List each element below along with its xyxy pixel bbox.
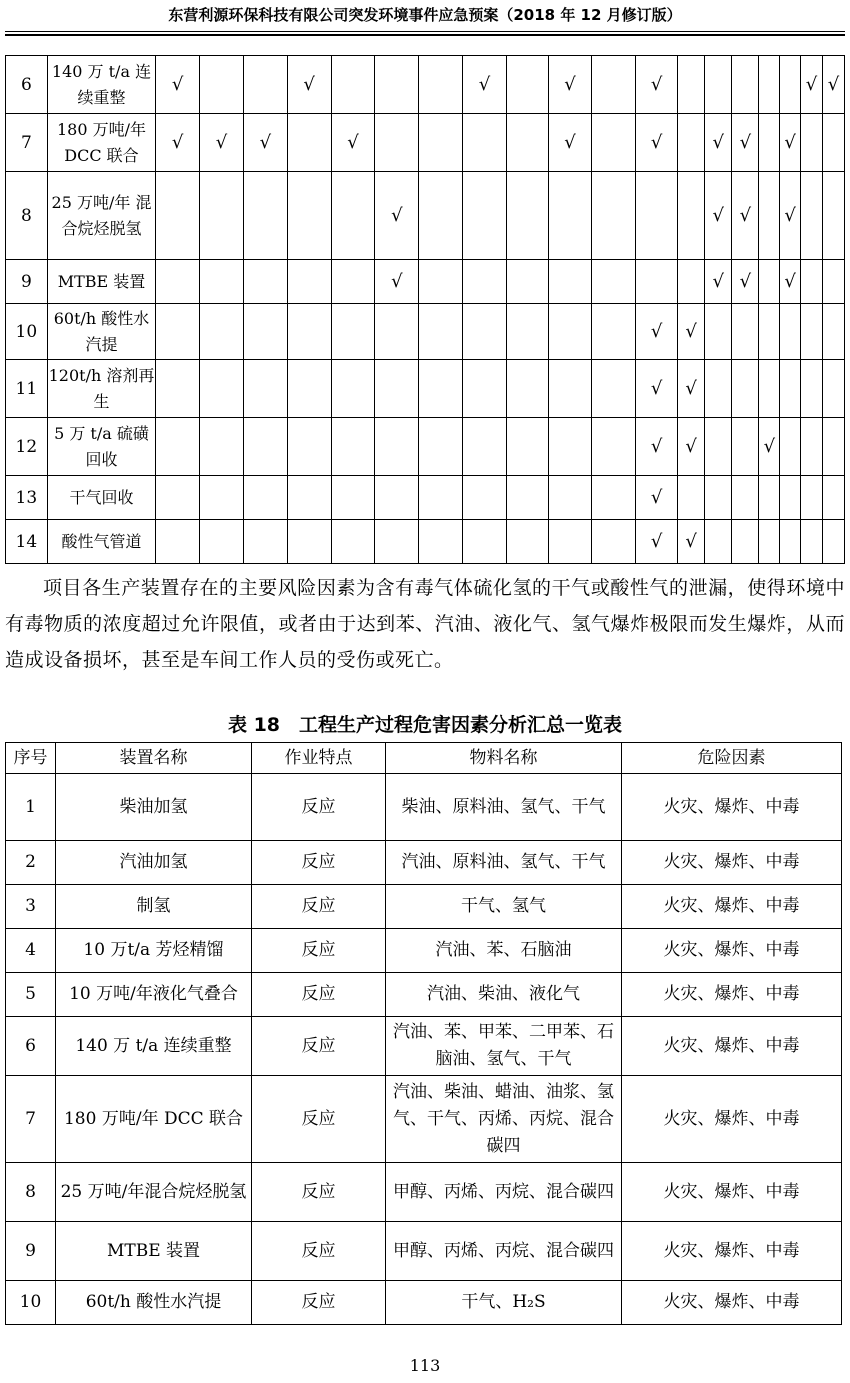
empty-cell [463,520,507,564]
material-names: 甲醇、丙烯、丙烷、混合碳四 [386,1222,622,1281]
empty-cell [678,114,705,172]
check-mark: √ [287,56,331,114]
empty-cell [287,114,331,172]
empty-cell [780,476,801,520]
row-number: 7 [6,1076,56,1163]
empty-cell [243,476,287,520]
unit-name: 25 万吨/年混合烷烃脱氢 [56,1163,252,1222]
check-mark: √ [548,114,592,172]
empty-cell [419,418,463,476]
check-mark: √ [375,260,419,304]
empty-cell [200,418,244,476]
empty-cell [331,520,375,564]
empty-cell [705,304,732,360]
table-row [6,929,842,973]
hazard-factors: 火灾、爆炸、中毒 [622,1076,842,1163]
check-mark: √ [705,114,732,172]
empty-cell [200,476,244,520]
empty-cell [823,476,845,520]
empty-cell [331,304,375,360]
unit-name: 140 万 t/a 连续重整 [47,56,156,114]
table-row [6,1076,842,1163]
operation-type: 反应 [252,1017,386,1076]
header-cell: 作业特点 [252,743,386,774]
unit-name: 汽油加氢 [56,841,252,885]
material-names: 汽油、柴油、蜡油、油浆、氢气、干气、丙烯、丙烷、混合碳四 [386,1076,622,1163]
table-row [6,56,845,114]
empty-cell [823,172,845,260]
operation-type: 反应 [252,885,386,929]
empty-cell [705,520,732,564]
row-number: 6 [6,1017,56,1076]
empty-cell [759,360,780,418]
empty-cell [200,304,244,360]
table-caption: 表 18 工程生产过程危害因素分析汇总一览表 [227,714,623,736]
empty-cell [732,418,759,476]
check-mark: √ [705,172,732,260]
empty-cell [331,56,375,114]
hazard-table [5,742,842,1325]
material-names: 干气、H₂S [386,1281,622,1325]
table-row [6,973,842,1017]
empty-cell [331,260,375,304]
risk-paragraph [5,570,845,678]
empty-cell [506,360,548,418]
empty-cell [156,172,200,260]
unit-name: 180 万吨/年 DCC 联合 [47,114,156,172]
empty-cell [801,418,823,476]
empty-cell [732,476,759,520]
header-rule [5,31,845,32]
empty-cell [823,520,845,564]
empty-cell [375,476,419,520]
operation-type: 反应 [252,774,386,841]
empty-cell [243,360,287,418]
empty-cell [592,56,636,114]
unit-name: 140 万 t/a 连续重整 [56,1017,252,1076]
empty-cell [156,476,200,520]
operation-type: 反应 [252,1076,386,1163]
empty-cell [287,520,331,564]
empty-cell [287,476,331,520]
empty-cell [375,56,419,114]
row-number: 5 [6,973,56,1017]
empty-cell [636,260,678,304]
check-mark: √ [636,56,678,114]
empty-cell [331,418,375,476]
material-names: 汽油、苯、石脑油 [386,929,622,973]
empty-cell [548,360,592,418]
unit-name: MTBE 装置 [47,260,156,304]
empty-cell [592,114,636,172]
hazard-factors: 火灾、爆炸、中毒 [622,1163,842,1222]
empty-cell [592,418,636,476]
empty-cell [592,304,636,360]
check-mark: √ [156,56,200,114]
operation-type: 反应 [252,841,386,885]
empty-cell [759,304,780,360]
check-mark: √ [636,476,678,520]
table-row [6,304,845,360]
empty-cell [801,476,823,520]
unit-name: 25 万吨/年 混合烷烃脱氢 [47,172,156,260]
check-mark: √ [463,56,507,114]
empty-cell [156,360,200,418]
checkmark-table [5,55,845,564]
check-mark: √ [759,418,780,476]
check-mark: √ [243,114,287,172]
paragraph-text: 项目各生产装置存在的主要风险因素为含有毒气体硫化氢的干气或酸性气的泄漏，使得环境中有毒物质的浓度超过允许限值，或者由于达到苯、汽油、液化气、氢气爆炸极限而发生爆炸，从而造成设备损坏，甚至是车间工作人员的受伤或死亡。 [5,577,845,671]
empty-cell [419,476,463,520]
empty-cell [705,56,732,114]
empty-cell [759,476,780,520]
check-mark: √ [375,172,419,260]
row-number: 10 [6,304,48,360]
empty-cell [375,304,419,360]
empty-cell [463,418,507,476]
empty-cell [759,114,780,172]
page-header: 东营利源环保科技有限公司突发环境事件应急预案（2018 年 12 月修订版） [168,6,682,24]
empty-cell [592,260,636,304]
empty-cell [375,520,419,564]
empty-cell [678,260,705,304]
row-number: 9 [6,1222,56,1281]
check-mark: √ [156,114,200,172]
empty-cell [375,360,419,418]
empty-cell [200,520,244,564]
empty-cell [200,56,244,114]
empty-cell [463,172,507,260]
header-rule-thick [5,34,845,36]
empty-cell [759,520,780,564]
empty-cell [705,476,732,520]
unit-name: MTBE 装置 [56,1222,252,1281]
check-mark: √ [636,418,678,476]
check-mark: √ [732,260,759,304]
empty-cell [156,520,200,564]
empty-cell [200,172,244,260]
empty-cell [287,304,331,360]
empty-cell [732,304,759,360]
empty-cell [548,260,592,304]
material-names: 汽油、柴油、液化气 [386,973,622,1017]
unit-name: 60t/h 酸性水汽提 [47,304,156,360]
operation-type: 反应 [252,929,386,973]
table-row [6,1281,842,1325]
empty-cell [801,114,823,172]
unit-name: 柴油加氢 [56,774,252,841]
row-number: 8 [6,1163,56,1222]
empty-cell [780,418,801,476]
table-row [6,260,845,304]
empty-cell [243,172,287,260]
empty-cell [419,56,463,114]
empty-cell [823,418,845,476]
empty-cell [419,114,463,172]
hazard-factors: 火灾、爆炸、中毒 [622,1222,842,1281]
empty-cell [419,360,463,418]
empty-cell [419,520,463,564]
hazard-factors: 火灾、爆炸、中毒 [622,841,842,885]
empty-cell [801,260,823,304]
empty-cell [823,304,845,360]
hazard-factors: 火灾、爆炸、中毒 [622,929,842,973]
empty-cell [506,172,548,260]
empty-cell [678,56,705,114]
hazard-factors: 火灾、爆炸、中毒 [622,1017,842,1076]
table-row [6,172,845,260]
empty-cell [705,418,732,476]
table-row [6,360,845,418]
row-number: 13 [6,476,48,520]
empty-cell [243,418,287,476]
empty-cell [823,260,845,304]
empty-cell [463,360,507,418]
empty-cell [506,304,548,360]
empty-cell [759,172,780,260]
check-mark: √ [780,172,801,260]
table-header-row [6,743,842,774]
page-number: 113 [409,1356,441,1375]
empty-cell [375,114,419,172]
row-number: 1 [6,774,56,841]
empty-cell [592,476,636,520]
material-names: 汽油、苯、甲苯、二甲苯、石脑油、氢气、干气 [386,1017,622,1076]
empty-cell [419,260,463,304]
empty-cell [506,418,548,476]
table-row [6,1222,842,1281]
hazard-factors: 火灾、爆炸、中毒 [622,973,842,1017]
empty-cell [592,360,636,418]
row-number: 8 [6,172,48,260]
check-mark: √ [678,520,705,564]
empty-cell [200,260,244,304]
row-number: 14 [6,520,48,564]
check-mark: √ [705,260,732,304]
row-number: 6 [6,56,48,114]
empty-cell [548,304,592,360]
operation-type: 反应 [252,973,386,1017]
empty-cell [780,520,801,564]
row-number: 7 [6,114,48,172]
empty-cell [243,304,287,360]
empty-cell [243,520,287,564]
empty-cell [801,520,823,564]
empty-cell [801,304,823,360]
empty-cell [287,360,331,418]
empty-cell [506,476,548,520]
empty-cell [287,418,331,476]
check-mark: √ [801,56,823,114]
empty-cell [506,56,548,114]
empty-cell [243,56,287,114]
empty-cell [463,260,507,304]
material-names: 甲醇、丙烯、丙烷、混合碳四 [386,1163,622,1222]
empty-cell [548,172,592,260]
check-mark: √ [331,114,375,172]
empty-cell [463,476,507,520]
unit-name: 60t/h 酸性水汽提 [56,1281,252,1325]
empty-cell [801,172,823,260]
table-row [6,885,842,929]
empty-cell [678,172,705,260]
empty-cell [506,260,548,304]
empty-cell [780,360,801,418]
material-names: 干气、氢气 [386,885,622,929]
row-number: 9 [6,260,48,304]
check-mark: √ [636,520,678,564]
unit-name: 120t/h 溶剂再生 [47,360,156,418]
empty-cell [419,304,463,360]
unit-name: 10 万吨/年液化气叠合 [56,973,252,1017]
empty-cell [156,304,200,360]
hazard-factors: 火灾、爆炸、中毒 [622,1281,842,1325]
empty-cell [331,360,375,418]
table-row [6,520,845,564]
empty-cell [243,260,287,304]
row-number: 10 [6,1281,56,1325]
check-mark: √ [548,56,592,114]
empty-cell [732,56,759,114]
operation-type: 反应 [252,1281,386,1325]
row-number: 12 [6,418,48,476]
table-row [6,774,842,841]
empty-cell [287,260,331,304]
header-cell: 危险因素 [622,743,842,774]
empty-cell [375,418,419,476]
empty-cell [419,172,463,260]
empty-cell [759,260,780,304]
hazard-factors: 火灾、爆炸、中毒 [622,774,842,841]
empty-cell [732,360,759,418]
check-mark: √ [636,360,678,418]
operation-type: 反应 [252,1163,386,1222]
empty-cell [463,304,507,360]
row-number: 4 [6,929,56,973]
check-mark: √ [732,172,759,260]
empty-cell [801,360,823,418]
operation-type: 反应 [252,1222,386,1281]
empty-cell [823,114,845,172]
hazard-factors: 火灾、爆炸、中毒 [622,885,842,929]
header-cell: 装置名称 [56,743,252,774]
check-mark: √ [636,304,678,360]
header-cell: 序号 [6,743,56,774]
header-cell: 物料名称 [386,743,622,774]
check-mark: √ [732,114,759,172]
empty-cell [592,172,636,260]
unit-name: 180 万吨/年 DCC 联合 [56,1076,252,1163]
check-mark: √ [823,56,845,114]
empty-cell [636,172,678,260]
empty-cell [705,360,732,418]
material-names: 柴油、原料油、氢气、干气 [386,774,622,841]
table-row [6,1163,842,1222]
empty-cell [506,520,548,564]
check-mark: √ [200,114,244,172]
empty-cell [759,56,780,114]
empty-cell [732,520,759,564]
empty-cell [548,520,592,564]
empty-cell [331,172,375,260]
table-row [6,476,845,520]
unit-name: 10 万t/a 芳烃精馏 [56,929,252,973]
empty-cell [548,418,592,476]
material-names: 汽油、原料油、氢气、干气 [386,841,622,885]
empty-cell [156,418,200,476]
check-mark: √ [780,260,801,304]
empty-cell [823,360,845,418]
empty-cell [548,476,592,520]
row-number: 3 [6,885,56,929]
table-row [6,114,845,172]
unit-name: 酸性气管道 [47,520,156,564]
check-mark: √ [636,114,678,172]
check-mark: √ [678,304,705,360]
row-number: 2 [6,841,56,885]
check-mark: √ [678,360,705,418]
empty-cell [287,172,331,260]
empty-cell [331,476,375,520]
check-mark: √ [678,418,705,476]
table-row [6,418,845,476]
unit-name: 5 万 t/a 硫磺回收 [47,418,156,476]
empty-cell [780,56,801,114]
empty-cell [200,360,244,418]
table-row [6,1017,842,1076]
check-mark: √ [780,114,801,172]
empty-cell [506,114,548,172]
empty-cell [592,520,636,564]
row-number: 11 [6,360,48,418]
empty-cell [463,114,507,172]
empty-cell [156,260,200,304]
table-row [6,841,842,885]
empty-cell [678,476,705,520]
empty-cell [780,304,801,360]
unit-name: 制氢 [56,885,252,929]
unit-name: 干气回收 [47,476,156,520]
